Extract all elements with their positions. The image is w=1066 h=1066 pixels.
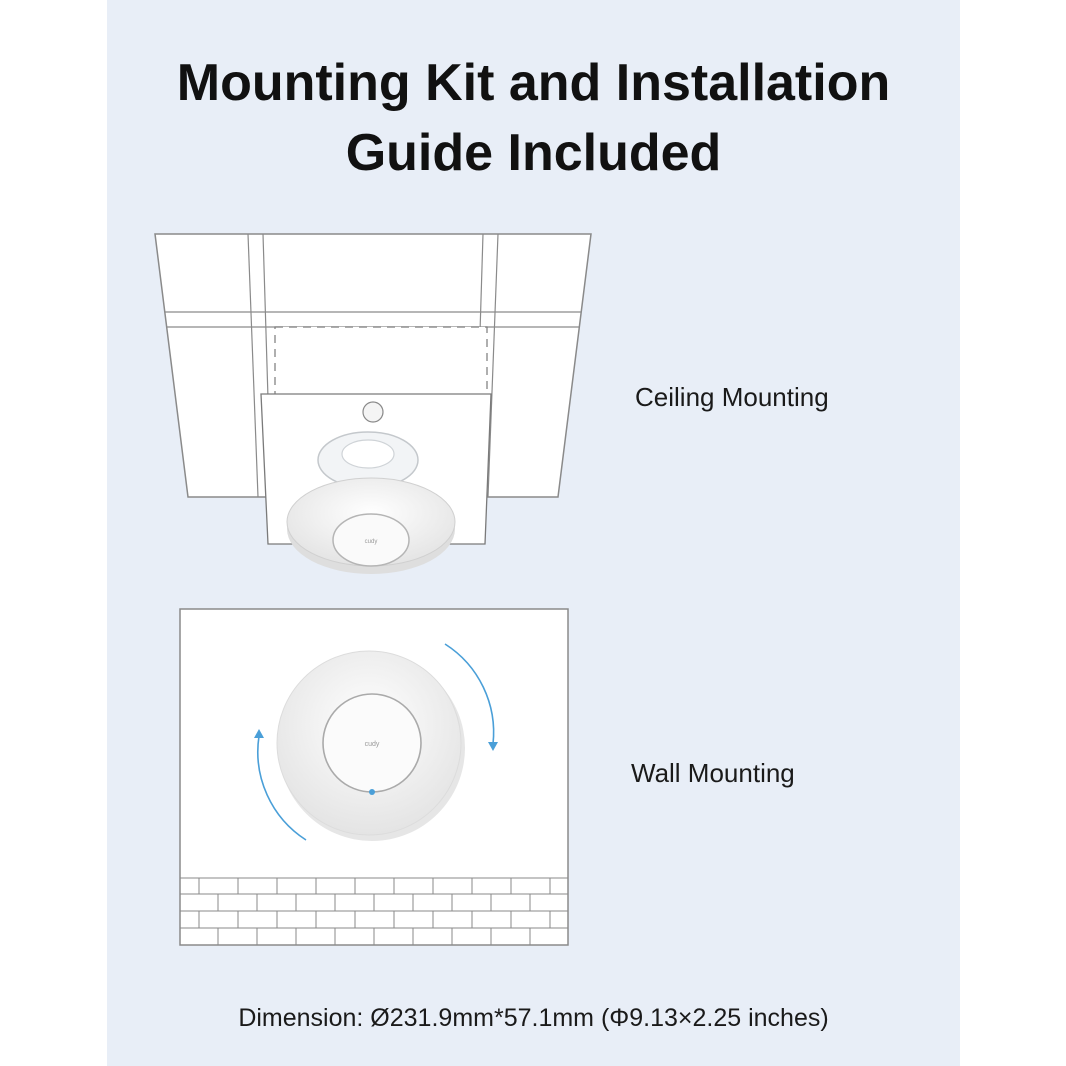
dimension-text: Dimension: Ø231.9mm*57.1mm (Φ9.13×2.25 inches) bbox=[238, 1004, 829, 1032]
product-panel bbox=[107, 0, 960, 1066]
page-title bbox=[107, 48, 960, 188]
wall-mount-illustration bbox=[179, 608, 569, 948]
ceiling-mount-illustration bbox=[153, 232, 593, 577]
wall-mounting-label: Wall Mounting bbox=[631, 758, 795, 788]
device-logo-wall: cudy bbox=[364, 741, 380, 748]
device-logo: cudy bbox=[364, 539, 378, 545]
title-line-1: Mounting Kit and Installation bbox=[176, 54, 891, 112]
title-line-2: Guide Included bbox=[345, 124, 722, 182]
ceiling-mounting-label: Ceiling Mounting bbox=[635, 382, 829, 412]
